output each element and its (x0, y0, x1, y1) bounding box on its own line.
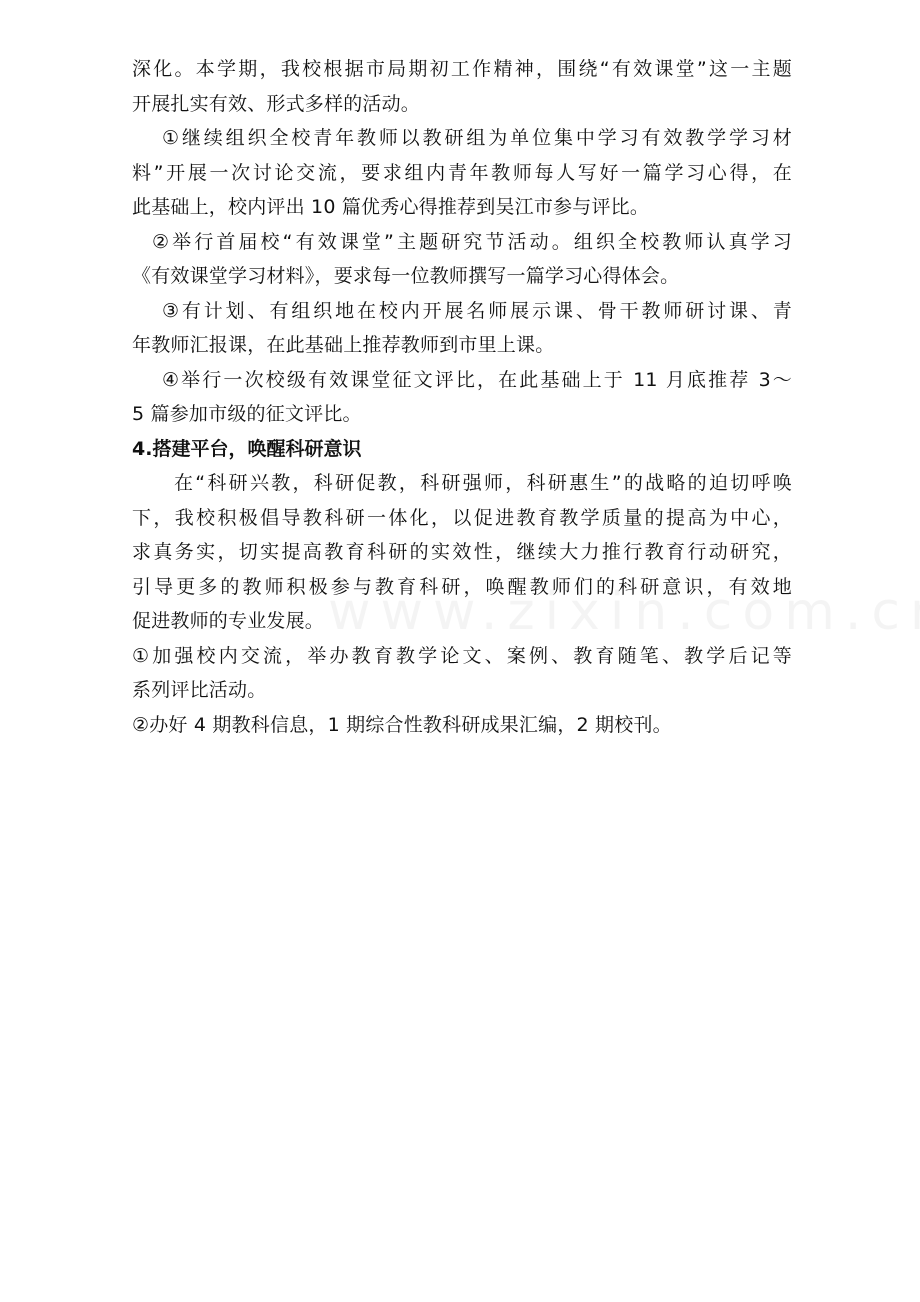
text-line: 促进教师的专业发展。 (132, 610, 325, 632)
paragraph-intro (132, 52, 792, 121)
text-line: 《有效课堂学习材料》，要求每一位教师撰写一篇学习心得体会。 (132, 265, 680, 287)
text-line: 在“科研兴教，科研促教，科研强师，科研惠生”的战略的迫切呼唤 (174, 472, 792, 494)
paragraph-section-intro (132, 466, 792, 639)
paragraph-item-3 (132, 294, 792, 363)
text-line: ②办好 4 期教科信息，1 期综合性教科研成果汇编，2 期校刊。 (132, 713, 672, 736)
text-line: 深化。本学期，我校根据市局期初工作精神，围绕“有效课堂”这一主题 (132, 58, 792, 80)
text-line: 年教师汇报课，在此基础上推荐教师到市里上课。 (132, 334, 555, 356)
text-line: ②举行首届校“有效课堂”主题研究节活动。组织全校教师认真学习 (152, 230, 792, 253)
text-line: 此基础上，校内评出 10 篇优秀心得推荐到吴江市参与评比。 (132, 196, 650, 218)
text-line: 引导更多的教师积极参与教育科研，唤醒教师们的科研意识，有效地 (132, 575, 792, 598)
text-line: 5 篇参加市级的征文评比。 (132, 403, 362, 425)
text-line: ④举行一次校级有效课堂征文评比，在此基础上于 11 月底推荐 3～ (162, 368, 792, 391)
text-line: 求真务实，切实提高教育科研的实效性，继续大力推行教育行动研究， (132, 541, 792, 563)
section-heading: 4.搭建平台，唤醒科研意识 (132, 437, 362, 460)
paragraph-section-item-1 (132, 639, 792, 708)
text-line: ①加强校内交流，举办教育教学论文、案例、教育随笔、教学后记等 (132, 644, 792, 667)
paragraph-section-item-2 (132, 708, 792, 743)
paragraph-item-2 (132, 225, 792, 294)
text-line: 料”开展一次讨论交流，要求组内青年教师每人写好一篇学习心得，在 (132, 161, 792, 184)
text-line: 下，我校积极倡导教科研一体化，以促进教育教学质量的提高为中心， (132, 506, 792, 529)
document-body (132, 52, 792, 742)
text-line: ①继续组织全校青年教师以教研组为单位集中学习有效教学学习材 (162, 127, 792, 149)
paragraph-item-4 (132, 363, 792, 432)
text-line: 系列评比活动。 (132, 679, 267, 701)
text-line: 开展扎实有效、形式多样的活动。 (132, 92, 421, 115)
paragraph-item-1 (132, 121, 792, 225)
text-line: ③有计划、有组织地在校内开展名师展示课、骨干教师研讨课、青 (162, 299, 792, 322)
